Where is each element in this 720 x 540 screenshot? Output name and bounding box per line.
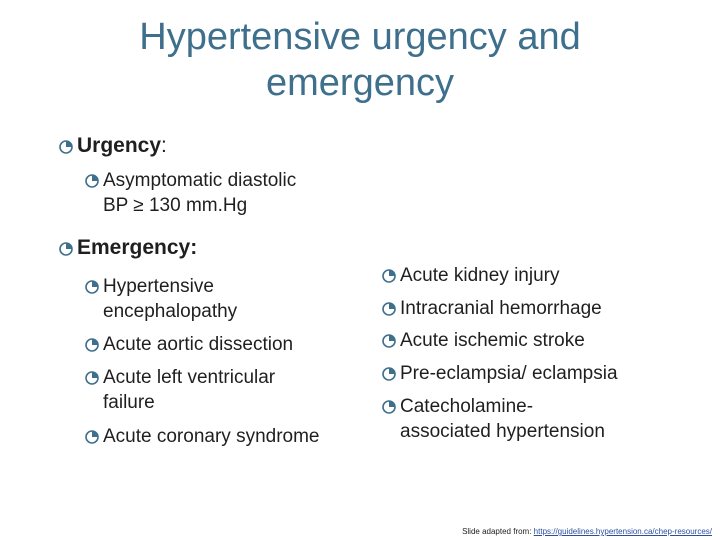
emergency-left-item xyxy=(84,424,320,449)
wedge-bullet-icon xyxy=(381,268,397,284)
urgency-item xyxy=(84,168,296,218)
emergency-right-item-3-line-1: Pre-eclampsia/ eclampsia xyxy=(400,363,618,384)
wedge-bullet-icon xyxy=(84,370,100,386)
wedge-bullet-icon xyxy=(58,139,74,155)
footer-prefix: Slide adapted from: xyxy=(462,527,534,536)
urgency-heading: Urgency xyxy=(77,134,162,157)
wedge-bullet-icon xyxy=(381,366,397,382)
emergency-right-item-2-line-1: Acute ischemic stroke xyxy=(400,330,585,351)
wedge-bullet-icon xyxy=(84,279,100,295)
title-line-2: emergency xyxy=(266,62,454,104)
slide-title xyxy=(60,14,660,106)
slide-footer-citation xyxy=(462,527,712,536)
emergency-left-item-2-line-1: Acute left ventricular xyxy=(103,367,276,388)
wedge-bullet-icon xyxy=(84,337,100,353)
emergency-left-item-0-line-2: encephalopathy xyxy=(103,301,238,322)
emergency-right-item xyxy=(381,394,605,444)
emergency-left-item-3-line-1: Acute coronary syndrome xyxy=(103,426,320,447)
urgency-item-line-2: BP ≥ 130 mm.Hg xyxy=(103,195,248,216)
emergency-right-item xyxy=(381,361,618,386)
emergency-right-item xyxy=(381,328,585,353)
wedge-bullet-icon xyxy=(381,301,397,317)
emergency-left-item xyxy=(84,274,237,324)
urgency-heading-row xyxy=(58,133,167,159)
wedge-bullet-icon xyxy=(84,173,100,189)
wedge-bullet-icon xyxy=(84,429,100,445)
emergency-left-item xyxy=(84,365,275,415)
emergency-left-item-1-line-1: Acute aortic dissection xyxy=(103,334,294,355)
emergency-heading-row xyxy=(58,235,197,261)
emergency-right-item xyxy=(381,263,559,288)
emergency-right-item-1-line-1: Intracranial hemorrhage xyxy=(400,298,602,319)
emergency-left-item-0-line-1: Hypertensive xyxy=(103,276,214,297)
emergency-heading: Emergency: xyxy=(77,236,198,259)
emergency-right-item xyxy=(381,296,602,321)
urgency-item-line-1: Asymptomatic diastolic xyxy=(103,170,297,191)
wedge-bullet-icon xyxy=(381,333,397,349)
wedge-bullet-icon xyxy=(381,399,397,415)
emergency-right-item-4-line-2: associated hypertension xyxy=(400,421,605,442)
urgency-colon: : xyxy=(161,134,167,157)
emergency-left-item-2-line-2: failure xyxy=(103,392,155,413)
title-line-1: Hypertensive urgency and xyxy=(139,16,581,58)
emergency-right-item-0-line-1: Acute kidney injury xyxy=(400,265,560,286)
wedge-bullet-icon xyxy=(58,241,74,257)
footer-source-link[interactable]: https://guidelines.hypertension.ca/chep-resources/ xyxy=(533,527,712,536)
emergency-left-item xyxy=(84,332,293,357)
emergency-right-item-4-line-1: Catecholamine- xyxy=(400,396,534,417)
